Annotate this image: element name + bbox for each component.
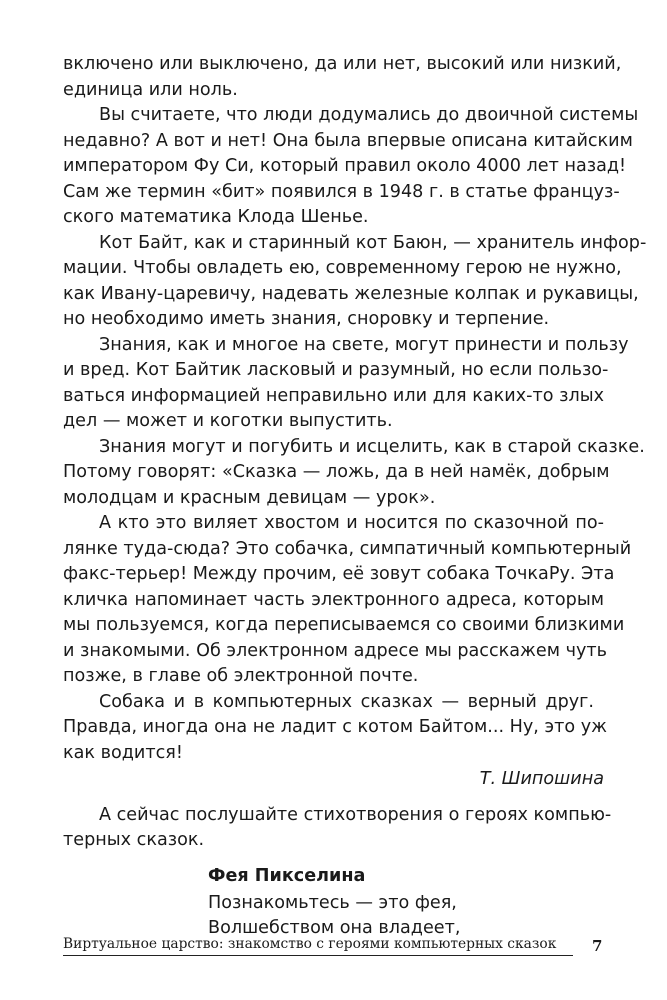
text-line: но необходимо иметь знания, сноровку и терпение.	[63, 309, 550, 329]
text-line: и знакомыми. Об электронном адресе мы расскажем чуть	[63, 641, 608, 661]
text-line: дел — может и коготки выпустить.	[63, 411, 393, 431]
text-line: факс-терьер! Между прочим, её зовут собака ТочкаРу. Эта	[63, 564, 615, 584]
text-line: Вы считаете, что люди додумались до двоичной системы	[99, 105, 639, 125]
text-line: императором Фу Си, который правил около 4000 лет назад!	[63, 156, 627, 176]
text-line: Кот Байт, как и старинный кот Баюн, — хранитель инфор-	[99, 233, 647, 253]
text-line: лянке туда-сюда? Это собачка, симпатичный компьютерный	[63, 539, 632, 559]
text-line: недавно? А вот и нет! Она была впервые описана китайским	[63, 131, 633, 151]
running-footer: Виртуальное царство: знакомство с героями компьютерных сказок	[63, 936, 557, 952]
text-line: Знания могут и погубить и исцелить, как в старой сказке.	[99, 437, 645, 457]
text-line: Сам же термин «бит» появился в 1948 г. в статье француз-	[63, 182, 620, 202]
text-line: и вред. Кот Байтик ласковый и разумный, но если пользо-	[63, 360, 609, 380]
text-line: Собака и в компьютерных сказках — верный друг.	[99, 692, 594, 712]
text-line: позже, в главе об электронной почте.	[63, 666, 419, 686]
text-line: включено или выключено, да или нет, высокий или низкий,	[63, 54, 622, 74]
text-line: А кто это виляет хвостом и носится по сказочной по-	[99, 513, 604, 533]
text-line: Знания, как и многое на свете, могут принести и пользу	[99, 335, 629, 355]
text-line: как водится!	[63, 743, 183, 763]
poem-line: Волшебством она владеет,	[208, 918, 461, 938]
text-line: А сейчас послушайте стихотворения о героях компью-	[99, 805, 612, 825]
text-line: терных сказок.	[63, 830, 205, 850]
author-signature: Т. Шипошина	[479, 769, 604, 789]
text-line: кличка напоминает часть электронного адреса, которым	[63, 590, 604, 610]
footer-rule	[63, 955, 573, 956]
text-line: молодцам и красным девицам — урок».	[63, 488, 436, 508]
poem-title: Фея Пикселина	[208, 866, 366, 886]
text-line: Потому говорят: «Сказка — ложь, да в ней намёк, добрым	[63, 462, 610, 482]
text-line: Правда, иногда она не ладит с котом Байтом... Ну, это уж	[63, 717, 608, 737]
text-line: мы пользуемся, когда переписываемся со своими близкими	[63, 615, 625, 635]
text-line: единица или ноль.	[63, 80, 238, 100]
text-line: как Ивану-царевичу, надевать железные колпак и рукавицы,	[63, 284, 639, 304]
text-line: ваться информацией неправильно или для каких-то злых	[63, 386, 604, 406]
text-line: мации. Чтобы овладеть ею, современному герою не нужно,	[63, 258, 622, 278]
text-line: ского математика Клода Шенье.	[63, 207, 369, 227]
page-number: 7	[592, 937, 603, 955]
poem-line: Познакомьтесь — это фея,	[208, 893, 457, 913]
